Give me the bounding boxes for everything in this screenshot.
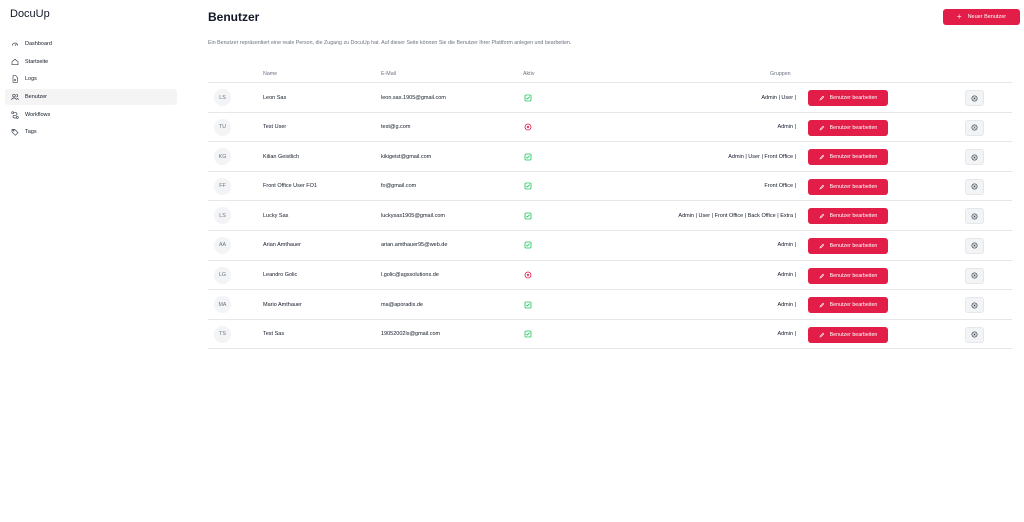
user-email: leon.sas.1905@gmail.com: [381, 94, 446, 101]
header-email: E-Mail: [381, 71, 397, 77]
edit-user-button[interactable]: [808, 238, 888, 254]
close-circle-icon: [971, 302, 978, 309]
avatar: KG: [214, 148, 231, 165]
table-row: [208, 290, 1012, 320]
workflow-icon: [11, 111, 19, 119]
pencil-icon: [819, 332, 830, 338]
gauge-icon: [11, 40, 19, 48]
edit-user-button[interactable]: [808, 149, 888, 165]
edit-user-button-label: Benutzer bearbeiten: [829, 213, 878, 220]
user-name: Lucky Sas: [263, 212, 289, 219]
table-row: [208, 142, 1012, 172]
user-groups: Admin |: [777, 331, 796, 338]
page-description: Ein Benutzer repräsentiert eine reale Person, die Zugang zu DocuUp hat. Auf dieser Seite können Sie die Benutzer Ihrer Plattform anlegen und bearbeiten.: [208, 40, 572, 46]
delete-user-button[interactable]: [965, 208, 984, 224]
user-groups: Admin |: [777, 242, 796, 249]
plus-icon: +: [956, 12, 962, 21]
user-email: arian.amthauer95@web.de: [381, 242, 448, 249]
header-groups: Gruppen: [770, 71, 791, 77]
home-icon: [11, 58, 19, 66]
user-groups: Admin |: [777, 272, 796, 279]
avatar: AA: [214, 237, 231, 254]
new-user-button[interactable]: [943, 9, 1020, 25]
sidebar-item-label: Workflows: [25, 111, 51, 118]
edit-user-button[interactable]: [808, 179, 888, 195]
avatar: LS: [214, 207, 231, 224]
active-check-icon: [524, 320, 532, 349]
pencil-icon: [819, 184, 830, 190]
inactive-x-icon: [524, 113, 532, 142]
user-name: Leandro Golic: [263, 272, 298, 279]
close-circle-icon: [971, 242, 978, 249]
edit-user-button[interactable]: [808, 90, 888, 106]
user-email: fo@gmail.com: [381, 183, 417, 190]
user-email: ma@aporadix.de: [381, 301, 423, 308]
user-email: test@g.com: [381, 124, 411, 131]
new-user-button-label: Neuer Benutzer: [967, 14, 1007, 20]
user-name: Test Sas: [263, 331, 285, 338]
delete-user-button[interactable]: [965, 179, 984, 195]
delete-user-button[interactable]: [965, 120, 984, 136]
delete-user-button[interactable]: [965, 327, 984, 343]
user-name: Arian Amthauer: [263, 242, 301, 249]
sidebar-item-label: Benutzer: [25, 94, 48, 101]
delete-user-button[interactable]: [965, 238, 984, 254]
table-row: [208, 261, 1012, 291]
pencil-icon: [819, 125, 830, 131]
sidebar-item-startseite[interactable]: [5, 54, 177, 70]
close-circle-icon: [971, 154, 978, 161]
edit-user-button-label: Benutzer bearbeiten: [829, 331, 878, 338]
edit-user-button-label: Benutzer bearbeiten: [829, 124, 878, 131]
avatar: LS: [214, 89, 231, 106]
avatar: TS: [214, 326, 231, 343]
delete-user-button[interactable]: [965, 297, 984, 313]
pencil-icon: [819, 273, 830, 279]
user-email: 19052002ls@gmail.com: [381, 331, 441, 338]
inactive-x-icon: [524, 261, 532, 290]
edit-user-button-label: Benutzer bearbeiten: [829, 154, 878, 161]
sidebar-item-workflows[interactable]: [5, 107, 177, 123]
edit-user-button[interactable]: [808, 120, 888, 136]
tag-icon: [11, 128, 19, 136]
sidebar-item-label: Logs: [25, 76, 37, 83]
edit-user-button-label: Benutzer bearbeiten: [829, 242, 878, 249]
close-circle-icon: [971, 183, 978, 190]
avatar: LG: [214, 267, 231, 284]
user-groups: Admin |: [777, 124, 796, 131]
header-name: Name: [263, 71, 278, 77]
sidebar-item-benutzer[interactable]: [5, 89, 177, 105]
user-groups: Admin |: [777, 301, 796, 308]
sidebar: [0, 0, 185, 522]
sidebar-item-label: Startseite: [25, 58, 49, 65]
close-circle-icon: [971, 331, 978, 338]
user-name: Test User: [263, 124, 287, 131]
users-icon: [11, 93, 19, 101]
delete-user-button[interactable]: [965, 149, 984, 165]
header-active: Aktiv: [523, 71, 535, 77]
edit-user-button[interactable]: [808, 208, 888, 224]
pencil-icon: [819, 243, 830, 249]
user-name: Kilian Geistlich: [263, 153, 300, 160]
pencil-icon: [819, 302, 830, 308]
table-row: [208, 83, 1012, 113]
sidebar-item-logs[interactable]: [5, 71, 177, 87]
sidebar-item-tags[interactable]: [5, 124, 177, 140]
file-icon: [11, 75, 19, 83]
user-name: Front Office User FO1: [263, 183, 317, 190]
user-email: l.golic@agssolutions.de: [381, 272, 439, 279]
avatar: FF: [214, 178, 231, 195]
sidebar-nav: [5, 36, 177, 142]
sidebar-item-label: Dashboard: [25, 41, 52, 47]
close-circle-icon: [971, 272, 978, 279]
edit-user-button-label: Benutzer bearbeiten: [829, 183, 878, 190]
table-row: [208, 113, 1012, 143]
sidebar-item-label: Tags: [25, 129, 37, 136]
edit-user-button[interactable]: [808, 268, 888, 284]
edit-user-button[interactable]: [808, 327, 888, 343]
pencil-icon: [819, 154, 830, 160]
edit-user-button-label: Benutzer bearbeiten: [829, 272, 878, 279]
active-check-icon: [524, 290, 532, 319]
users-table: [208, 68, 1012, 349]
close-circle-icon: [971, 95, 978, 102]
user-groups: Admin | User |: [761, 94, 796, 101]
delete-user-button[interactable]: [965, 90, 984, 106]
pencil-icon: [819, 213, 830, 219]
table-row: [208, 201, 1012, 231]
pencil-icon: [819, 95, 830, 101]
app-logo[interactable]: DocuUp: [10, 8, 50, 20]
table-row: [208, 172, 1012, 202]
active-check-icon: [524, 231, 532, 260]
active-check-icon: [524, 83, 532, 112]
user-name: Leon Sas: [263, 94, 287, 101]
avatar: TU: [214, 119, 231, 136]
page-title: Benutzer: [208, 10, 260, 24]
user-email: kikigeist@gmail.com: [381, 153, 432, 160]
edit-user-button-label: Benutzer bearbeiten: [829, 95, 878, 101]
avatar: MA: [214, 296, 231, 313]
user-name: Mario Amthauer: [263, 301, 302, 308]
active-check-icon: [524, 142, 532, 171]
edit-user-button-label: Benutzer bearbeiten: [829, 302, 878, 309]
user-groups: Front Office |: [764, 183, 796, 190]
sidebar-item-dashboard[interactable]: [5, 36, 177, 52]
table-row: [208, 320, 1012, 350]
table-header: [208, 68, 1012, 83]
user-email: luckysas1905@gmail.com: [381, 212, 445, 219]
close-circle-icon: [971, 124, 978, 131]
table-row: [208, 231, 1012, 261]
edit-user-button[interactable]: [808, 297, 888, 313]
delete-user-button[interactable]: [965, 268, 984, 284]
active-check-icon: [524, 172, 532, 201]
user-groups: Admin | User | Front Office | Back Office | Extra |: [678, 212, 796, 219]
active-check-icon: [524, 201, 532, 230]
close-circle-icon: [971, 213, 978, 220]
user-groups: Admin | User | Front Office |: [728, 153, 796, 160]
table-body: [208, 83, 1012, 349]
